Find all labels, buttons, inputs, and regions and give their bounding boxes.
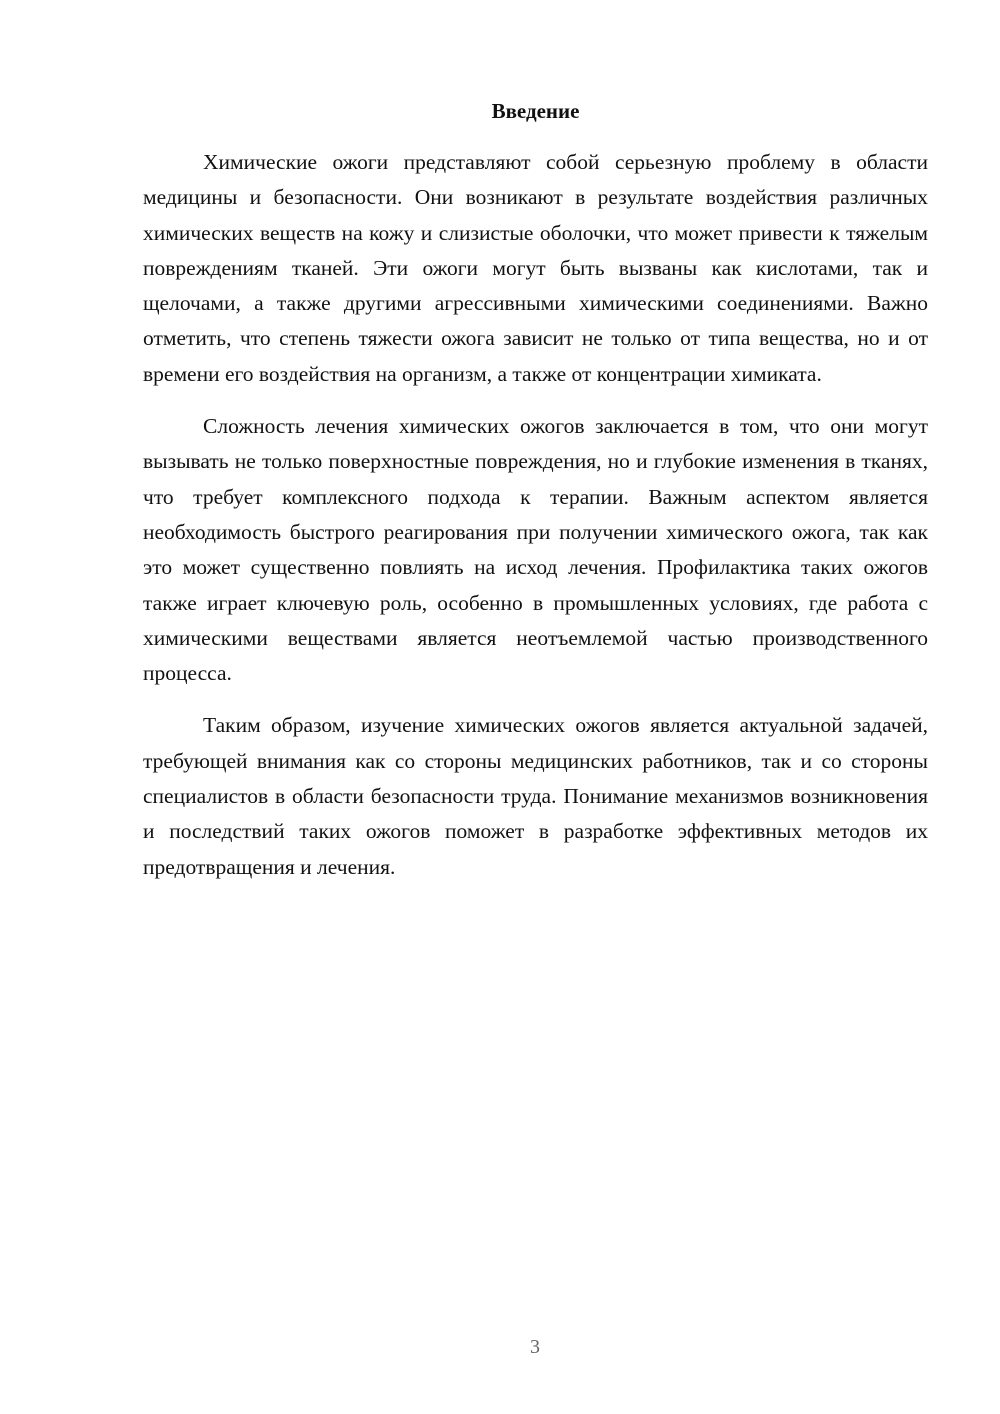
paragraph-2: Сложность лечения химических ожогов заключается в том, что они могут вызывать не только поверхностные повреждения, но и глубокие изменения в тканях, что требует комплексного подхода к терапии. Важным аспектом является необходимость быстрого реагирования при получении химического ожога, так как это может существенно повлиять на исход лечения. Профилактика таких ожогов также играет ключевую роль, особенно в промышленных условиях, где работа с химическими веществами является неотъемлемой частью производственного процесса. xyxy=(143,414,928,686)
section-heading: Введение xyxy=(491,99,580,123)
page-number: 3 xyxy=(530,1336,540,1358)
page-content xyxy=(143,97,928,902)
paragraph-3: Таким образом, изучение химических ожогов является актуальной задачей, требующей внимания как со стороны медицинских работников, так и со стороны специалистов в области безопасности труда. Понимание механизмов возникновения и последствий таких ожогов поможет в разработке эффективных методов их предотвращения и лечения. xyxy=(143,713,928,879)
paragraph-1: Химические ожоги представляют собой серьезную проблему в области медицины и безопасности. Они возникают в результате воздействия различных химических веществ на кожу и слизистые оболочки, что может привести к тяжелым повреждениям тканей. Эти ожоги могут быть вызваны как кислотами, так и щелочами, а также другими агрессивными химическими соединениями. Важно отметить, что степень тяжести ожога зависит не только от типа вещества, но и от времени его воздействия на организм, а также от концентрации химиката. xyxy=(143,150,928,386)
